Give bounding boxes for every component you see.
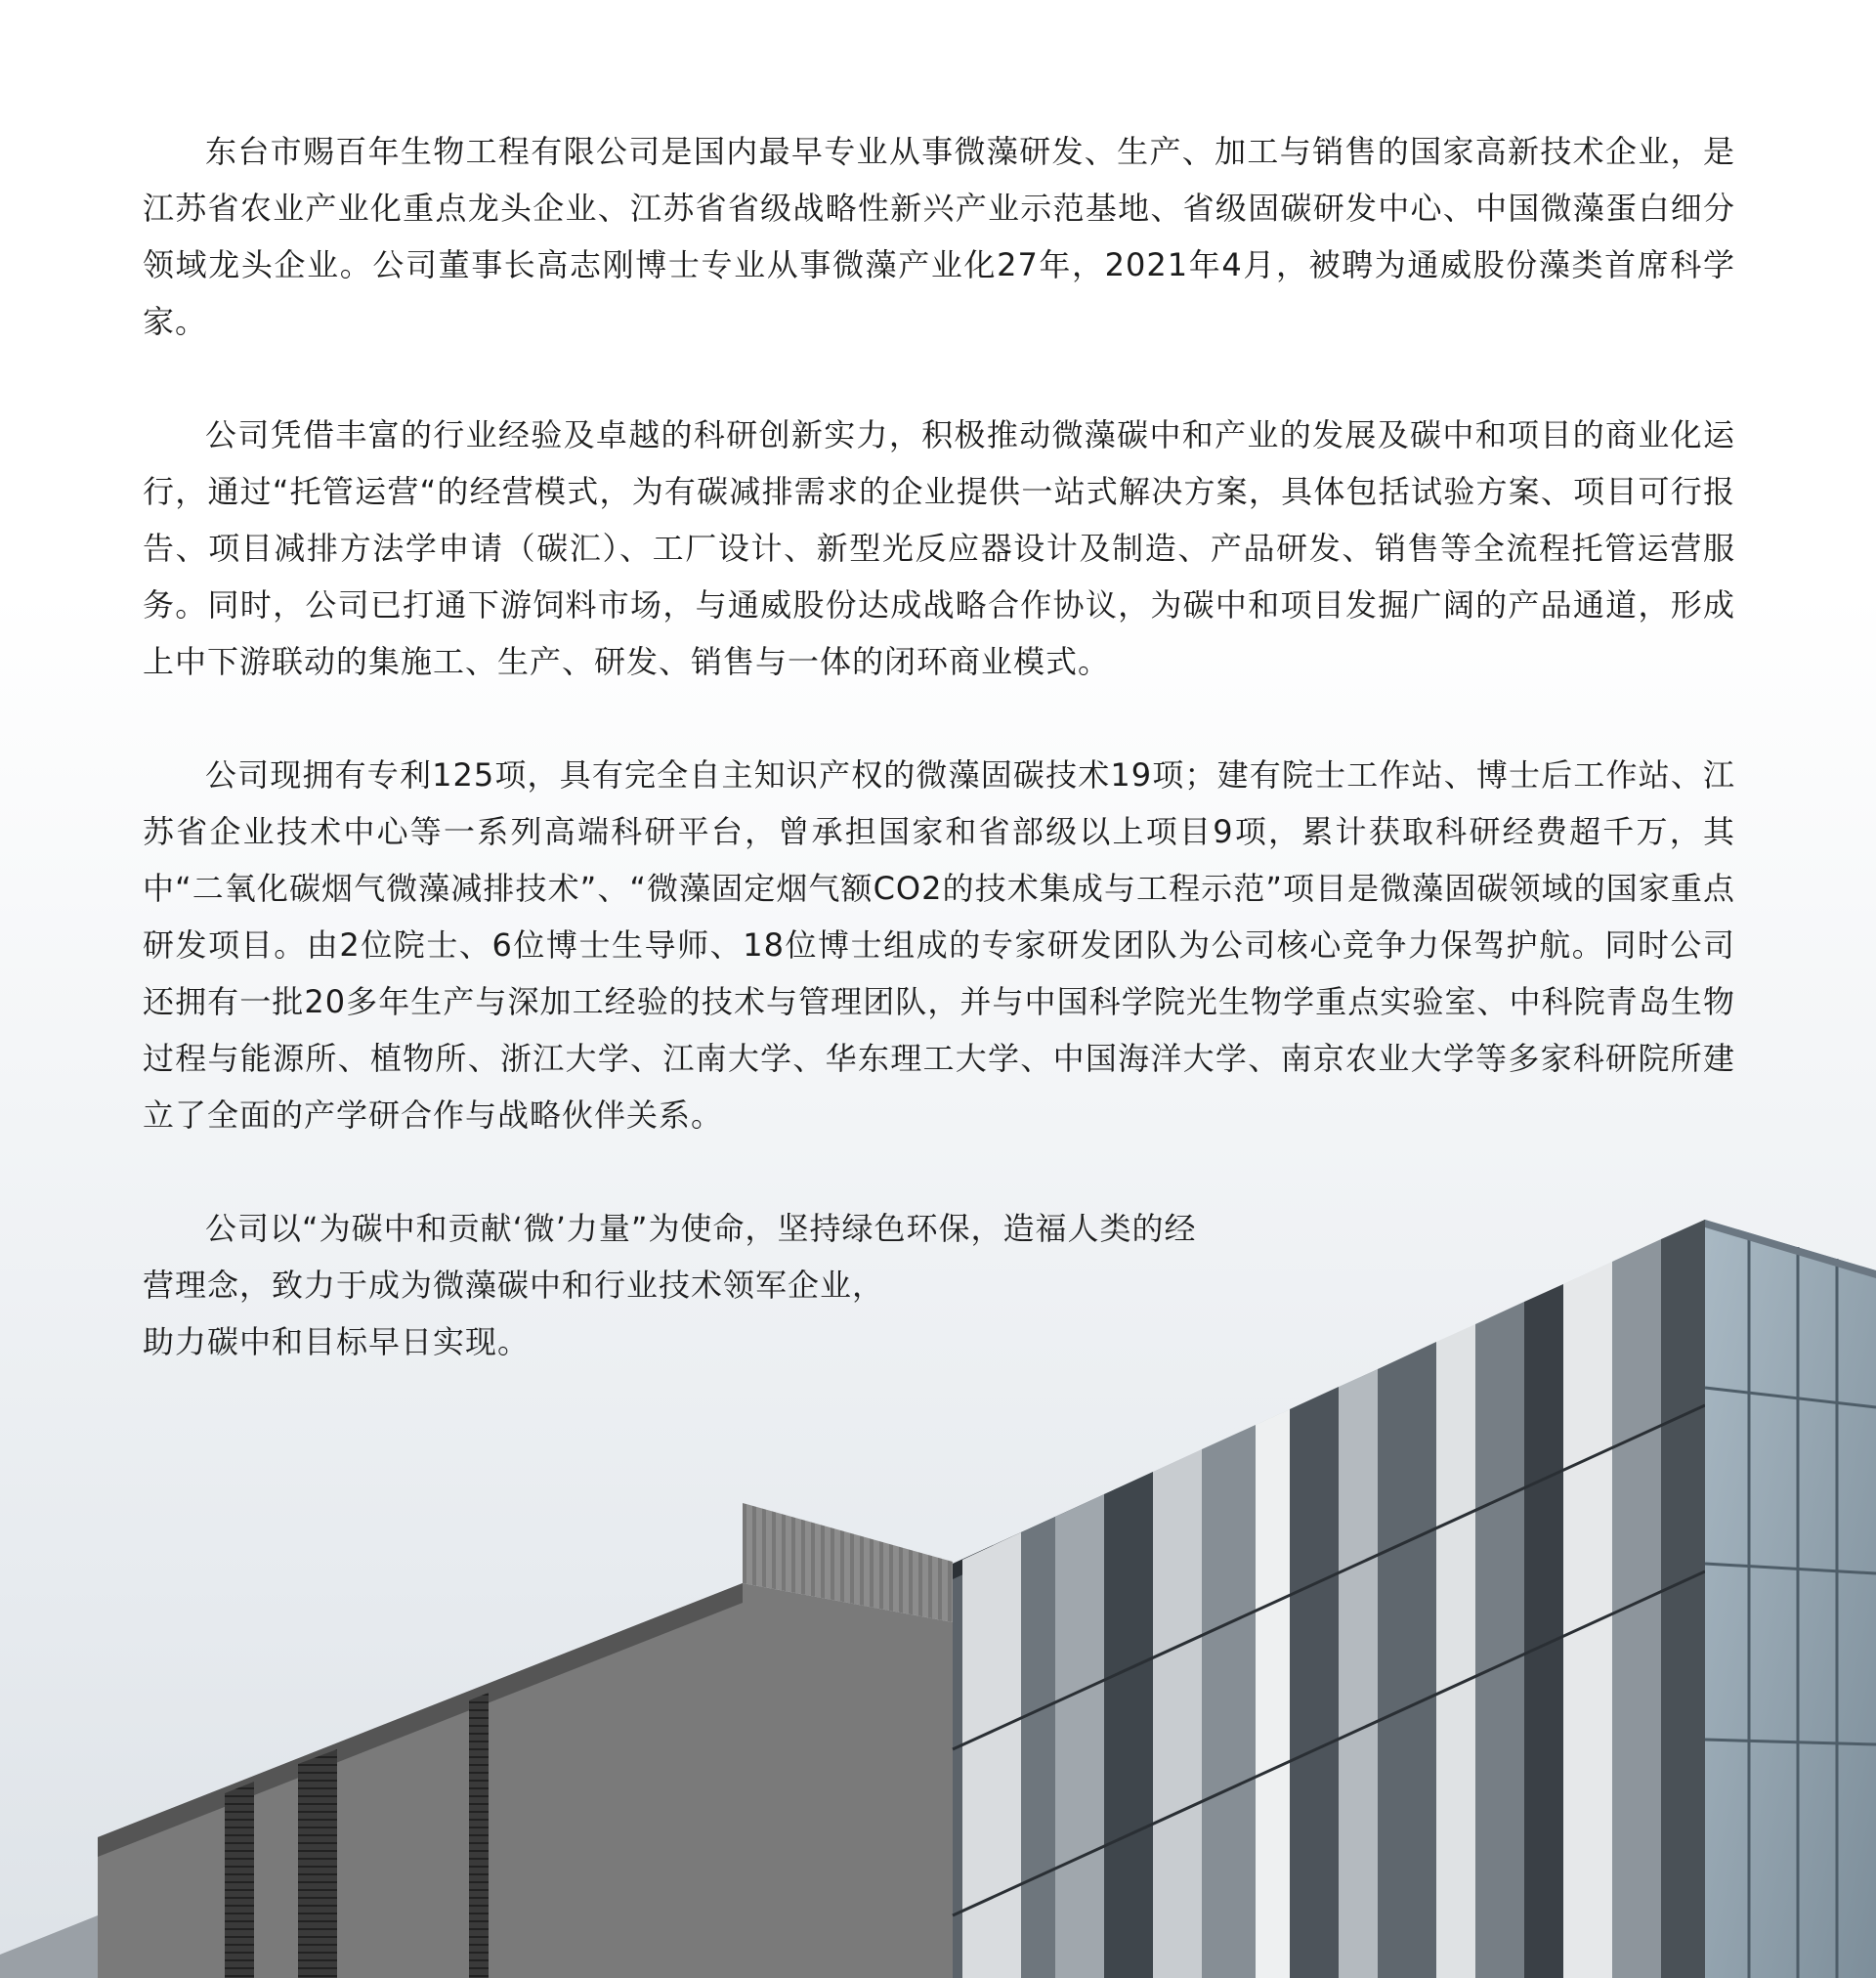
mission-line-3: 助力碳中和目标早日实现。 [143,1323,531,1360]
mission-line-2: 营理念，致力于成为微藻碳中和行业技术领军企业， [143,1267,885,1304]
rooftop-box [98,1503,953,1978]
company-intro [143,123,1735,1370]
intro-paragraph-1: 东台市赐百年生物工程有限公司是国内最早专业从事微藻研发、生产、加工与销售的国家高新技术企业，是江苏省农业产业化重点龙头企业、江苏省省级战略性新兴产业示范基地、省级固碳研发中心、中国微藻蛋白细分领域龙头企业。公司董事长高志刚博士专业从事微藻产业化27年，2021年4月，被聘为通威股份藻类首席科学家。 [143,133,1735,340]
lower-edge [0,1915,98,1978]
mission-statement [143,1200,1735,1370]
intro-paragraph-2: 公司凭借丰富的行业经验及卓越的科研创新实力，积极推动微藻碳中和产业的发展及碳中和项目的商业化运行，通过“托管运营“的经营模式，为有碳减排需求的企业提供一站式解决方案，具体包括试验方案、项目可行报告、项目减排方法学申请（碳汇）、工厂设计、新型光反应器设计及制造、产品研发、销售等全流程托管运营服务。同时，公司已打通下游饲料市场，与通威股份达成战略合作协议，为碳中和项目发掘广阔的产品通道，形成上中下游联动的集施工、生产、研发、销售与一体的闭环商业模式。 [143,416,1735,680]
mission-line-1: 公司以“为碳中和贡献‘微’力量”为使命，坚持绿色环保，造福人类的经 [205,1210,1197,1247]
intro-paragraph-3: 公司现拥有专利125项，具有完全自主知识产权的微藻固碳技术19项；建有院士工作站、博士后工作站、江苏省企业技术中心等一系列高端科研平台，曾承担国家和省部级以上项目9项，累计获取科研经费超千万，其中“二氧化碳烟气微藻减排技术”、“微藻固定烟气额CO2的技术集成与工程示范”项目是微藻固碳领域的国家重点研发项目。由2位院士、6位博士生导师、18位博士组成的专家研发团队为公司核心竞争力保驾护航。同时公司还拥有一批20多年生产与深加工经验的技术与管理团队，并与中国科学院光生物学重点实验室、中科院青岛生物过程与能源所、植物所、浙江大学、江南大学、华东理工大学、中国海洋大学、南京农业大学等多家科研院所建立了全面的产学研合作与战略伙伴关系。 [143,756,1735,1134]
